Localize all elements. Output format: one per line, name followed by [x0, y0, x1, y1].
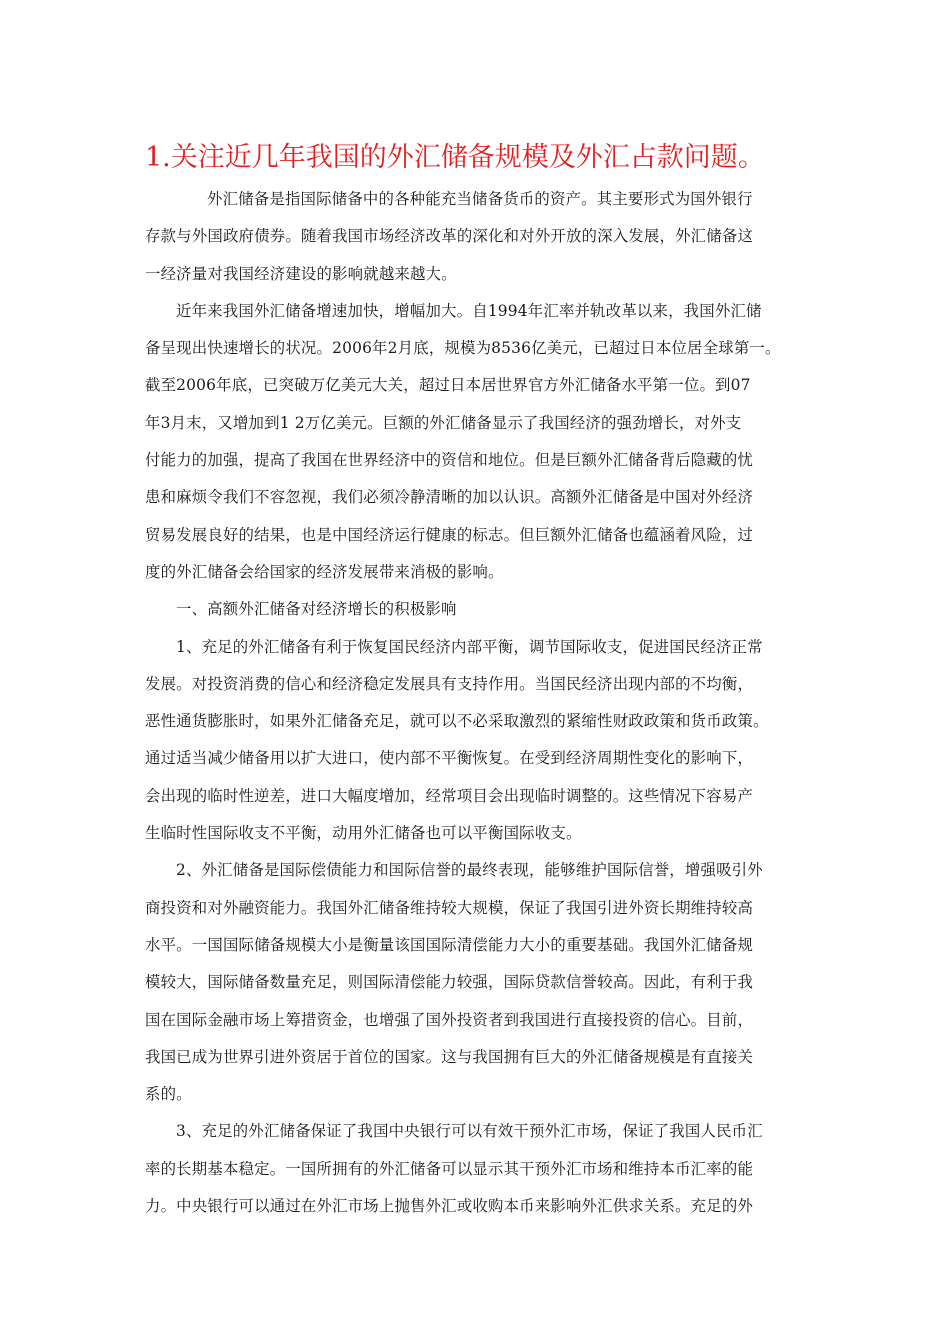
text-line: 付能力的加强，提高了我国在世界经济中的资信和地位。但是巨额外汇储备背后隐藏的忧	[145, 451, 754, 470]
text-line: 力。中央银行可以通过在外汇市场上抛售外汇或收购本币来影响外汇供求关系。充足的外	[145, 1197, 754, 1216]
text-line: 系的。	[145, 1085, 192, 1104]
document-body	[145, 181, 825, 1225]
text-line: 外汇储备是指国际储备中的各种能充当储备货币的资产。其主要形式为国外银行	[207, 190, 753, 208]
text-line: 水平。一国国际储备规模大小是衡量该国国际清偿能力大小的重要基础。我国外汇储备规	[145, 935, 754, 954]
text-line: 存款与外国政府债券。随着我国市场经济改革的深化和对外开放的深入发展，外汇储备这	[145, 227, 754, 246]
text-line: 度的外汇储备会给国家的经济发展带来消极的影响。	[145, 562, 504, 581]
text-line: 截至2006年底，已突破万亿美元大关，超过日本居世界官方外汇储备水平第一位。到07	[145, 376, 751, 395]
text-line: 一经济量对我国经济建设的影响就越来越大。	[145, 264, 457, 283]
text-line: 我国已成为世界引进外资居于首位的国家。这与我国拥有巨大的外汇储备规模是有直接关	[145, 1047, 754, 1066]
text-line: 会出现的临时性逆差，进口大幅度增加，经常项目会出现临时调整的。这些情况下容易产	[145, 786, 754, 805]
text-line: 3、充足的外汇储备保证了我国中央银行可以有效干预外汇市场，保证了我国人民币汇	[176, 1122, 763, 1141]
text-line: 商投资和对外融资能力。我国外汇储备维持较大规模，保证了我国引进外资长期维持较高	[145, 898, 754, 917]
text-line: 贸易发展良好的结果，也是中国经济运行健康的标志。但巨额外汇储备也蕴涵着风险，过	[145, 525, 754, 544]
text-line: 一、高额外汇储备对经济增长的积极影响	[176, 600, 457, 619]
text-line: 发展。对投资消费的信心和经济稳定发展具有支持作用。当国民经济出现内部的不均衡，	[145, 674, 754, 693]
text-line: 率的长期基本稳定。一国所拥有的外汇储备可以显示其干预外汇市场和维持本币汇率的能	[145, 1159, 754, 1178]
text-line: 患和麻烦令我们不容忽视，我们必须冷静清晰的加以认识。高额外汇储备是中国对外经济	[145, 488, 754, 507]
text-line: 年3月末，又增加到1 2万亿美元。巨额的外汇储备显示了我国经济的强劲增长，对外支	[145, 413, 742, 432]
text-line: 2、外汇储备是国际偿债能力和国际信誉的最终表现，能够维护国际信誉，增强吸引外	[176, 861, 763, 880]
document-title: 1.关注近几年我国的外汇储备规模及外汇占款问题。	[145, 142, 765, 173]
text-line: 通过适当减少储备用以扩大进口，使内部不平衡恢复。在受到经济周期性变化的影响下，	[145, 749, 754, 768]
text-line: 恶性通货膨胀时，如果外汇储备充足，就可以不必采取激烈的紧缩性财政政策和货币政策。	[145, 712, 769, 731]
text-line: 1、充足的外汇储备有利于恢复国民经济内部平衡，调节国际收支，促进国民经济正常	[176, 637, 763, 656]
text-line: 近年来我国外汇储备增速加快，增幅加大。自1994年汇率并轨改革以来，我国外汇储	[176, 301, 762, 320]
text-line: 生临时性国际收支不平衡，动用外汇储备也可以平衡国际收支。	[145, 824, 582, 843]
text-line: 备呈现出快速增长的状况。2006年2月底，规模为8536亿美元，已超过日本位居全球第一。	[145, 339, 781, 358]
text-line: 模较大，国际储备数量充足，则国际清偿能力较强，国际贷款信誉较高。因此，有利于我	[145, 973, 754, 992]
text-line: 国在国际金融市场上筹措资金，也增强了国外投资者到我国进行直接投资的信心。目前，	[145, 1010, 754, 1029]
